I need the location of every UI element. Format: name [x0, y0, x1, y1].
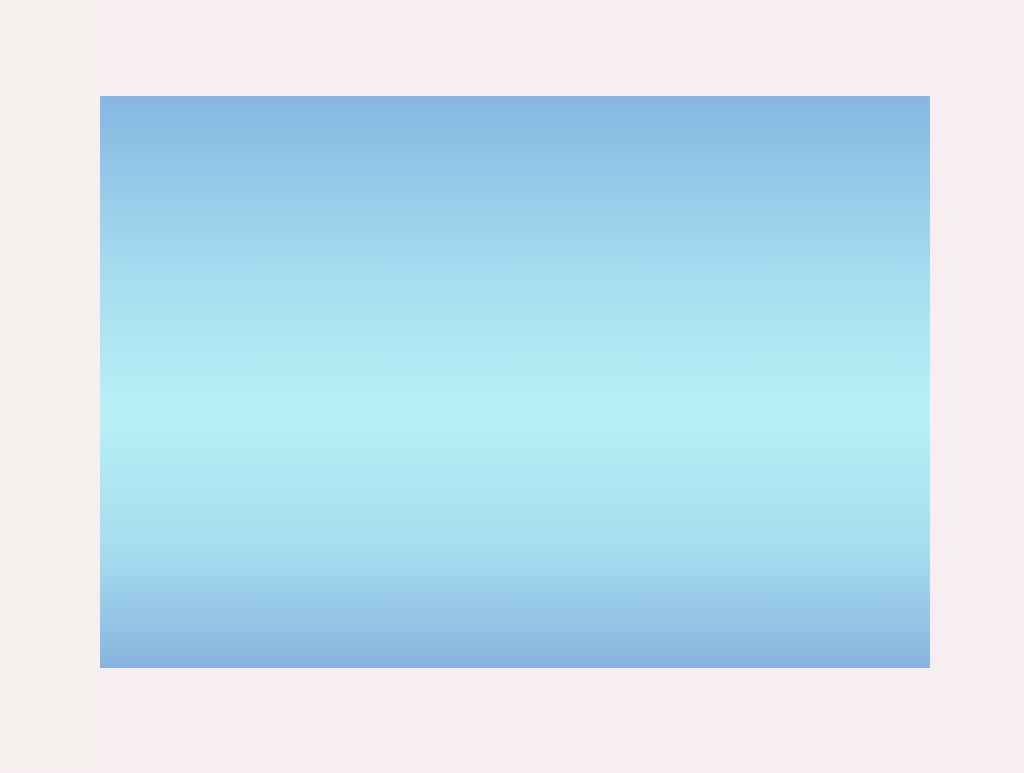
content-panel	[100, 96, 930, 668]
right-tile-border	[932, 0, 1024, 768]
slide-content	[117, 118, 911, 129]
colored-pencils-image	[0, 0, 96, 768]
bottom-tile-border	[96, 672, 932, 768]
top-tile-border	[96, 0, 932, 92]
pencils-decoration	[0, 0, 96, 768]
